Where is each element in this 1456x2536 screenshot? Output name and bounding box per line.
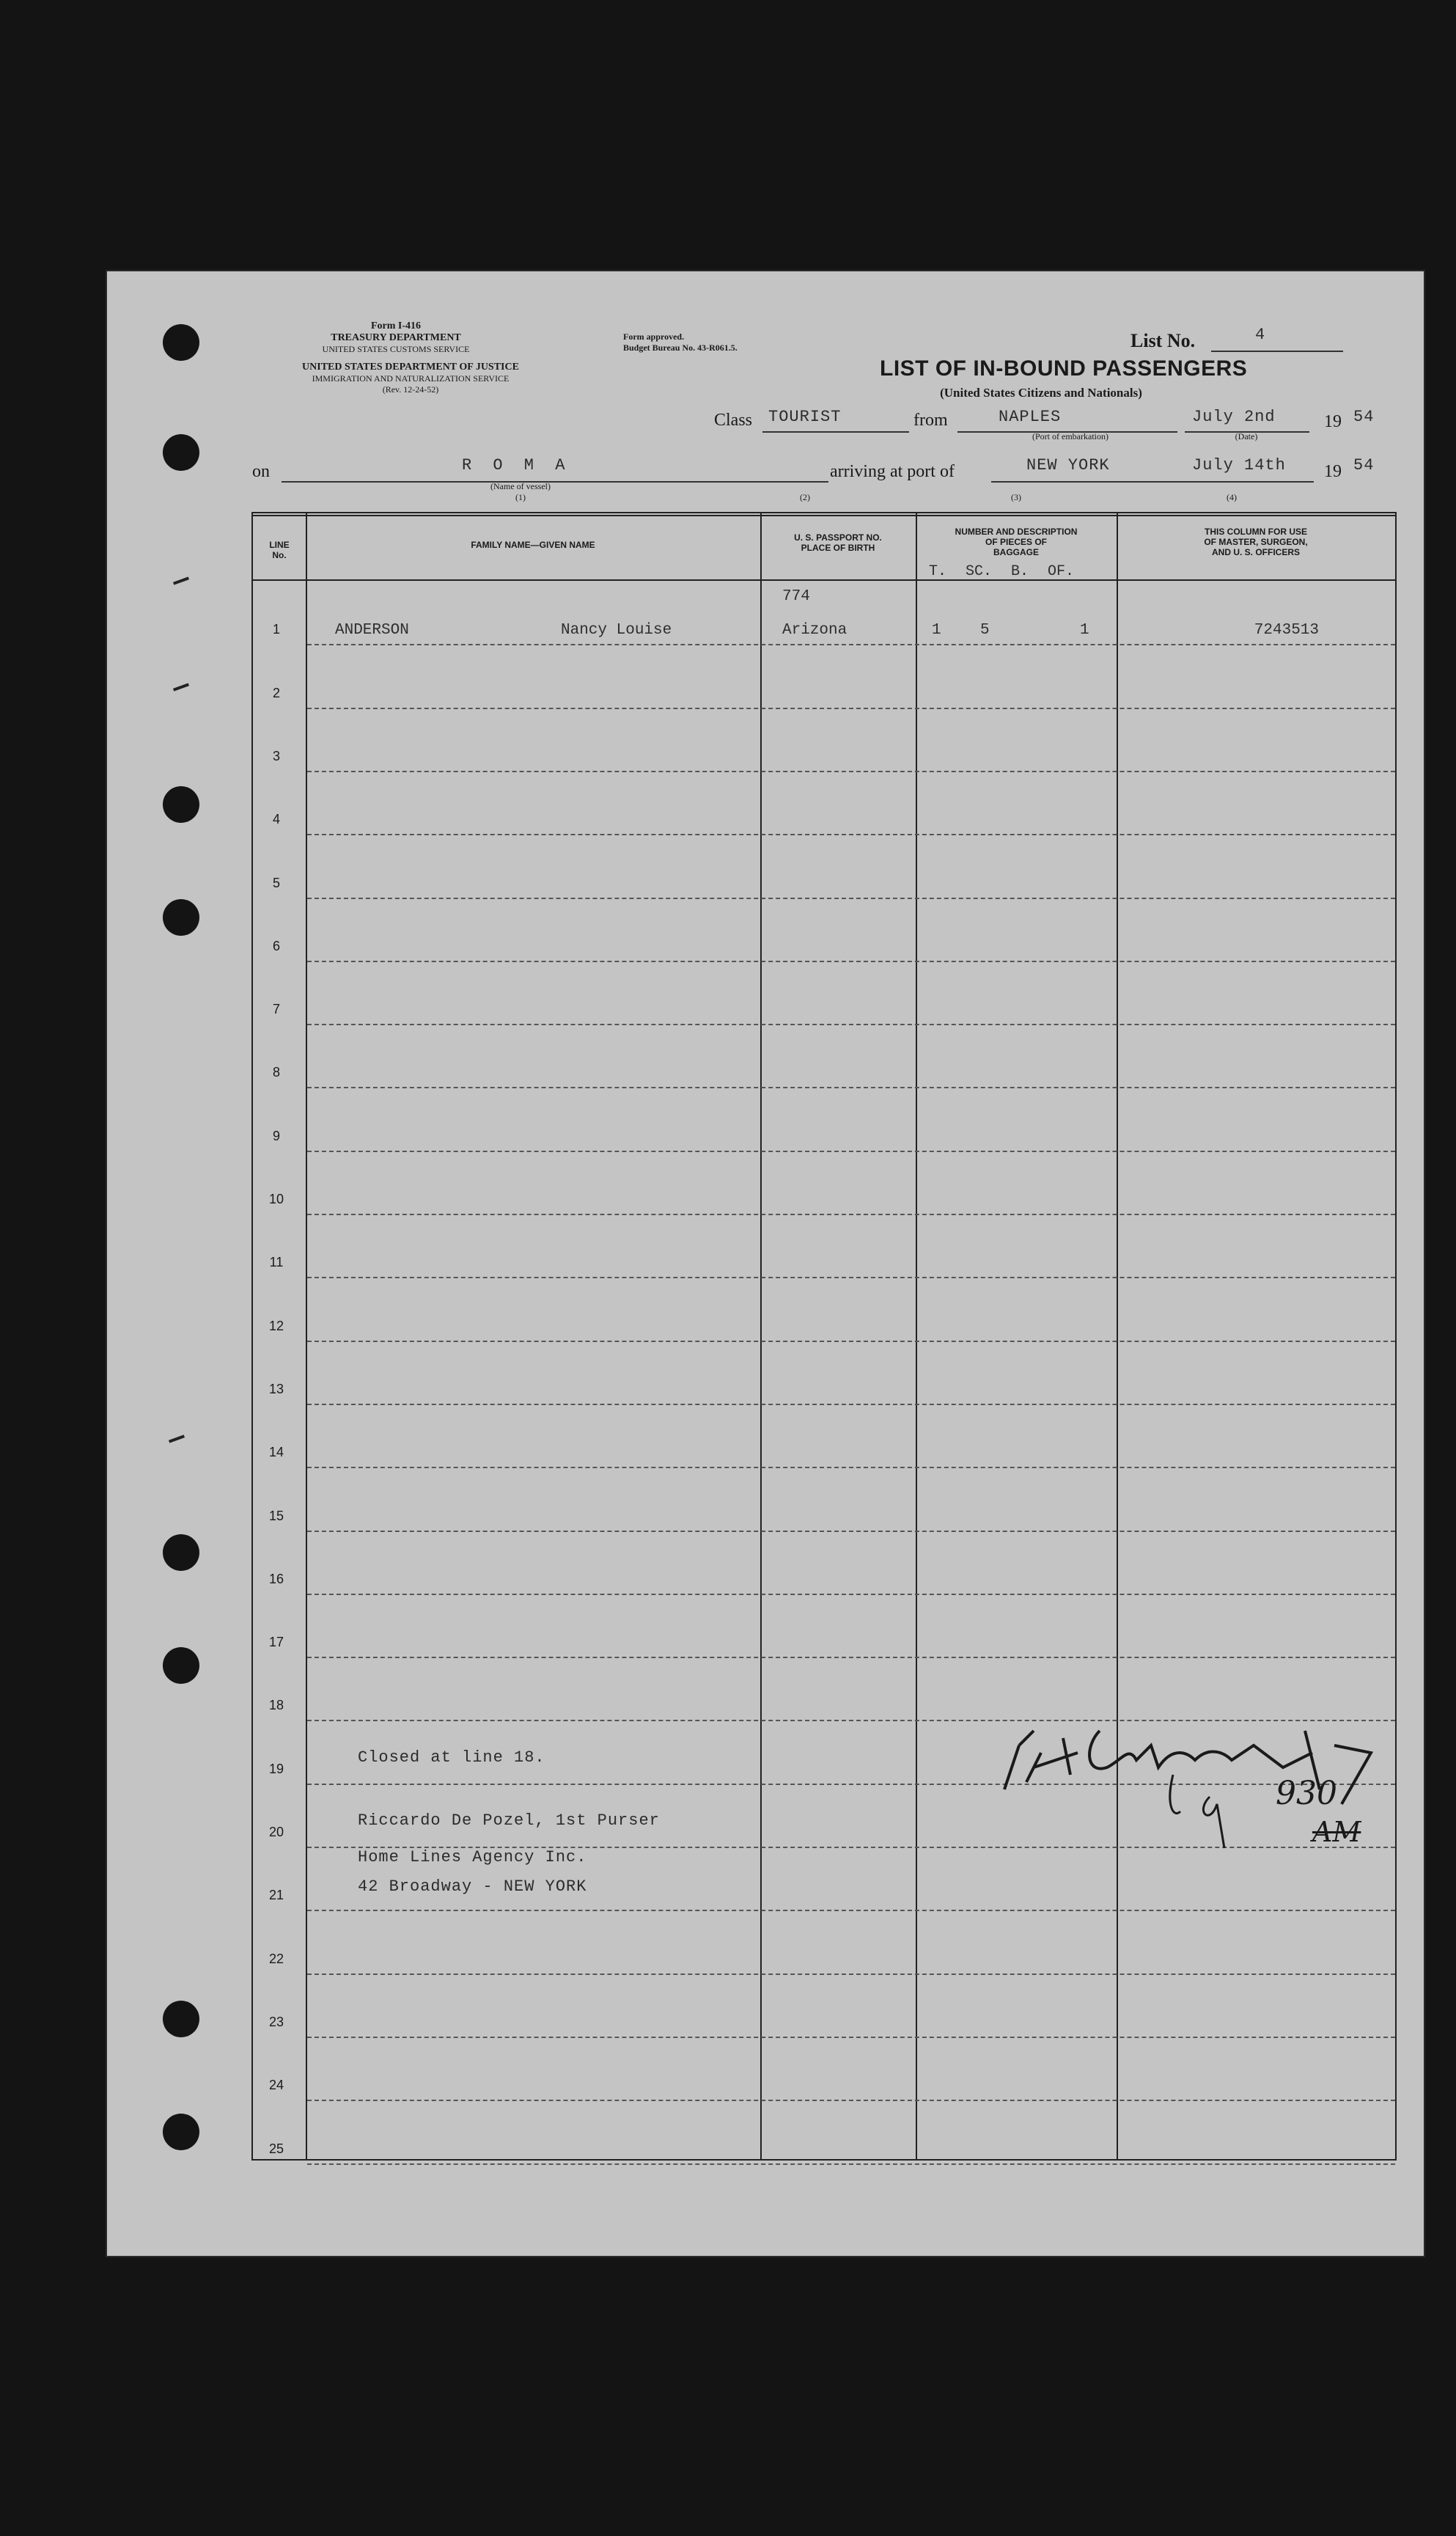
line-number: 14 [268, 1445, 284, 1460]
line-number: 10 [268, 1192, 284, 1206]
col-divider [1117, 513, 1118, 2159]
date1-value: July 2nd [1192, 408, 1276, 426]
row-rule [307, 1341, 1395, 1342]
from-label: from [913, 411, 948, 430]
agency-note: Home Lines Agency Inc. [358, 1848, 587, 1866]
row-rule [307, 834, 1395, 835]
address-note: 42 Broadway - NEW YORK [358, 1877, 587, 1896]
class-underline [762, 431, 909, 433]
row-rule [307, 1657, 1395, 1658]
row-rule [307, 1214, 1395, 1215]
binder-hole [163, 786, 199, 823]
line-number: 22 [268, 1951, 284, 1966]
binder-hole [163, 2114, 199, 2150]
line-number: 21 [268, 1888, 284, 1903]
dept-treasury-sub: UNITED STATES CUSTOMS SERVICE [322, 344, 470, 354]
row-rule [307, 644, 1395, 645]
port-underline [991, 481, 1314, 483]
row-rule [307, 2100, 1395, 2101]
dept-treasury: TREASURY DEPARTMENT [331, 332, 461, 343]
line-number: 4 [272, 812, 280, 827]
row-rule [307, 1594, 1395, 1595]
binder-hole [163, 434, 199, 471]
year1-value: 54 [1353, 408, 1375, 426]
place-of-birth: Arizona [782, 622, 848, 640]
given-name: Nancy Louise [561, 622, 672, 640]
signature-am: AM [1312, 1816, 1361, 1848]
year1-prefix: 19 [1324, 412, 1342, 431]
line-number: 13 [268, 1381, 284, 1396]
col-num-4: (4) [1227, 492, 1237, 502]
row-rule [307, 1151, 1395, 1152]
arriving-label: arriving at port of [830, 462, 955, 481]
row-rule [307, 1087, 1395, 1088]
line-number: 7 [272, 1002, 280, 1017]
line-number: 5 [272, 875, 280, 890]
col-num-1: (1) [515, 492, 526, 502]
form-number: Form I-416 [370, 320, 422, 331]
col-divider [760, 513, 762, 2159]
date2-value: July 14th [1192, 456, 1286, 474]
col-header-name: FAMILY NAME—GIVEN NAME [471, 540, 595, 550]
passport-number: 774 [782, 588, 810, 605]
binder-hole [163, 2001, 199, 2037]
closed-note: Closed at line 18. [358, 1748, 545, 1767]
top-rule [253, 515, 1395, 516]
list-no-underline [1211, 351, 1343, 352]
col-divider [306, 513, 307, 2159]
dept-justice: UNITED STATES DEPARTMENT OF JUSTICE [302, 362, 519, 373]
header-divider [253, 579, 1395, 581]
form-revision: (Rev. 12-24-52) [382, 384, 439, 395]
line-number: 12 [268, 1318, 284, 1333]
row-rule [307, 1277, 1395, 1278]
line-number: 3 [272, 748, 280, 763]
year2-value: 54 [1353, 456, 1375, 474]
row-rule [307, 2037, 1395, 2038]
row-rule [307, 2163, 1395, 2165]
line-number: 18 [268, 1698, 284, 1713]
row-rule [307, 1404, 1395, 1405]
binder-hole [163, 1647, 199, 1684]
line-number: 1 [272, 622, 280, 637]
line-number: 25 [268, 2141, 284, 2156]
vessel-name: R O M A [462, 456, 571, 474]
date-caption: (Date) [1235, 431, 1258, 441]
family-name: ANDERSON [335, 622, 409, 640]
arrival-port: NEW YORK [1026, 456, 1110, 474]
line-number: 9 [272, 1128, 280, 1143]
line-number: 6 [272, 938, 280, 953]
line-number: 16 [268, 1571, 284, 1586]
on-label: on [252, 462, 270, 481]
vessel-caption: (Name of vessel) [490, 481, 551, 491]
row-rule [307, 708, 1395, 709]
col-num-2: (2) [800, 492, 810, 502]
passenger-table [251, 512, 1397, 2161]
col-header-baggage: NUMBER AND DESCRIPTION OF PIECES OF BAGGAGE [955, 527, 1078, 557]
row-rule [307, 1024, 1395, 1025]
line-number: 11 [269, 1255, 284, 1270]
line-number: 2 [272, 685, 280, 700]
line-number: 19 [268, 1761, 284, 1776]
row-rule [307, 771, 1395, 772]
binder-hole [163, 324, 199, 361]
year2-prefix: 19 [1324, 462, 1342, 481]
class-label: Class [714, 411, 753, 430]
line-number: 17 [268, 1635, 284, 1650]
list-no-label: List No. [1130, 330, 1196, 351]
purser-note: Riccardo De Pozel, 1st Purser [358, 1811, 660, 1830]
col-divider [916, 513, 917, 2159]
from-value: NAPLES [999, 408, 1062, 426]
form-approved: Form approved. [623, 331, 685, 342]
baggage-subheader: T. SC. B. OF. [929, 563, 1075, 580]
line-number: 8 [272, 1065, 280, 1080]
dept-justice-sub: IMMIGRATION AND NATURALIZATION SERVICE [312, 373, 510, 384]
baggage-count: 1 [1080, 622, 1089, 640]
line-number: 24 [268, 2078, 284, 2093]
row-rule [307, 1467, 1395, 1468]
row-rule [307, 1910, 1395, 1911]
row-rule [307, 961, 1395, 962]
col-num-3: (3) [1011, 492, 1021, 502]
list-no-value: 4 [1255, 326, 1266, 344]
class-value: TOURIST [768, 408, 842, 426]
line-number: 20 [268, 1825, 284, 1839]
signature-time: 930 [1276, 1775, 1337, 1812]
row-rule [307, 898, 1395, 899]
row-rule [307, 1531, 1395, 1532]
document-title: LIST OF IN-BOUND PASSENGERS [880, 356, 1248, 381]
baggage-count: 1 [932, 622, 941, 640]
binder-hole [163, 1534, 199, 1571]
row-rule [307, 1974, 1395, 1975]
officer-note: 7243513 [1254, 622, 1319, 640]
baggage-count: 5 [980, 622, 990, 640]
port-caption: (Port of embarkation) [1032, 431, 1108, 441]
col-header-passport: U. S. PASSPORT NO. PLACE OF BIRTH [794, 532, 882, 553]
budget-bureau: Budget Bureau No. 43-R061.5. [623, 342, 738, 353]
document-subtitle: (United States Citizens and Nationals) [940, 386, 1142, 400]
binder-hole [163, 899, 199, 936]
handwritten-signature [990, 1701, 1430, 1877]
col-header-officers: THIS COLUMN FOR USE OF MASTER, SURGEON, AND U. S. OFFICERS [1204, 527, 1308, 557]
col-header-line: LINE No. [269, 540, 290, 560]
line-number: 23 [268, 2014, 284, 2029]
line-number: 15 [268, 1508, 284, 1523]
